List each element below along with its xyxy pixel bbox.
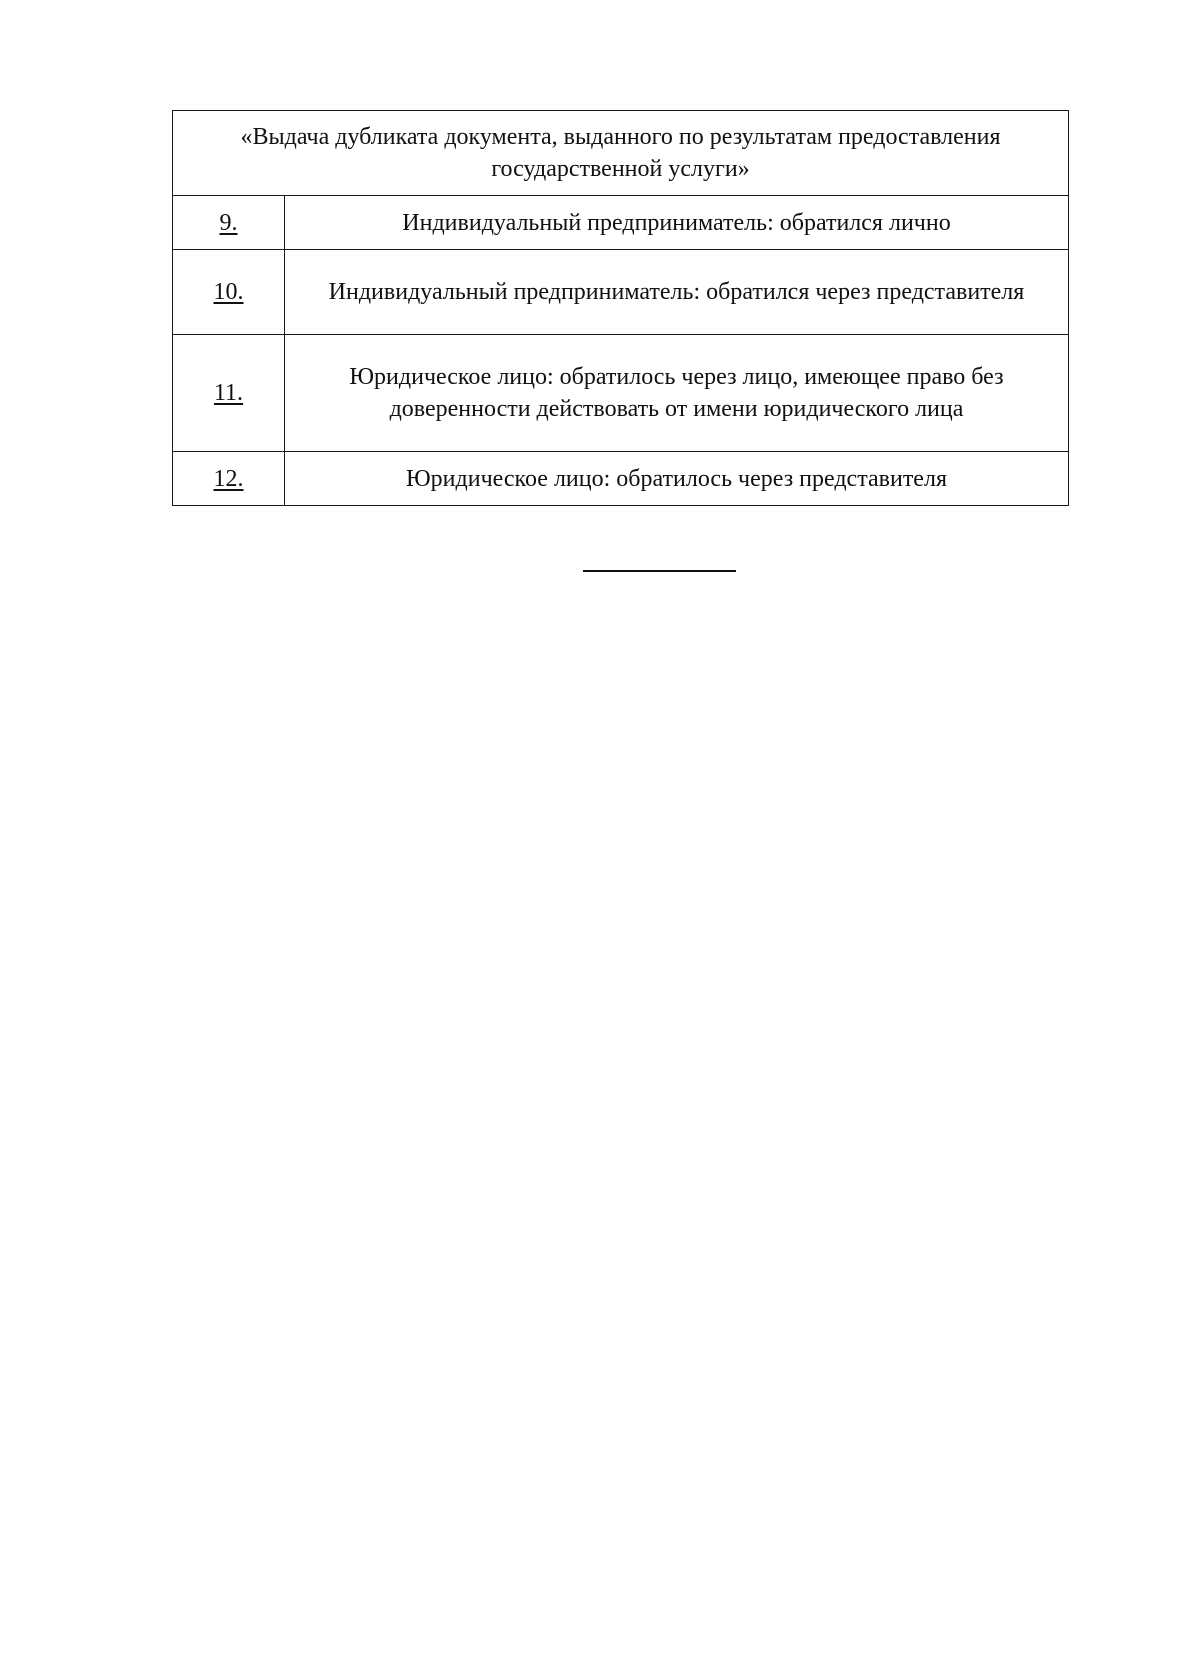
table-row [173,196,1069,250]
row-text: Юридическое лицо: обратилось через представителя [285,452,1069,506]
table-header-row [173,111,1069,196]
table-row [173,335,1069,452]
row-number-cell [173,196,285,250]
applicant-variants-table [172,110,1069,506]
row-number: 11. [213,380,244,406]
row-text: Юридическое лицо: обратилось через лицо, имеющее право без доверенности действовать от имени юридического лица [285,335,1069,452]
row-number: 10. [213,279,244,305]
row-number-cell [173,250,285,335]
row-number: 9. [219,209,238,236]
row-number: 12. [213,465,244,492]
row-number-cell [173,335,285,452]
row-number-cell [173,452,285,506]
row-text: Индивидуальный предприниматель: обратился через представителя [285,250,1069,335]
table-row [173,452,1069,506]
end-of-document-rule [583,570,736,572]
row-text: Индивидуальный предприниматель: обратился лично [285,196,1069,250]
table-header: «Выдача дубликата документа, выданного по результатам предоставления государственной услуги» [173,111,1069,196]
table-row [173,250,1069,335]
